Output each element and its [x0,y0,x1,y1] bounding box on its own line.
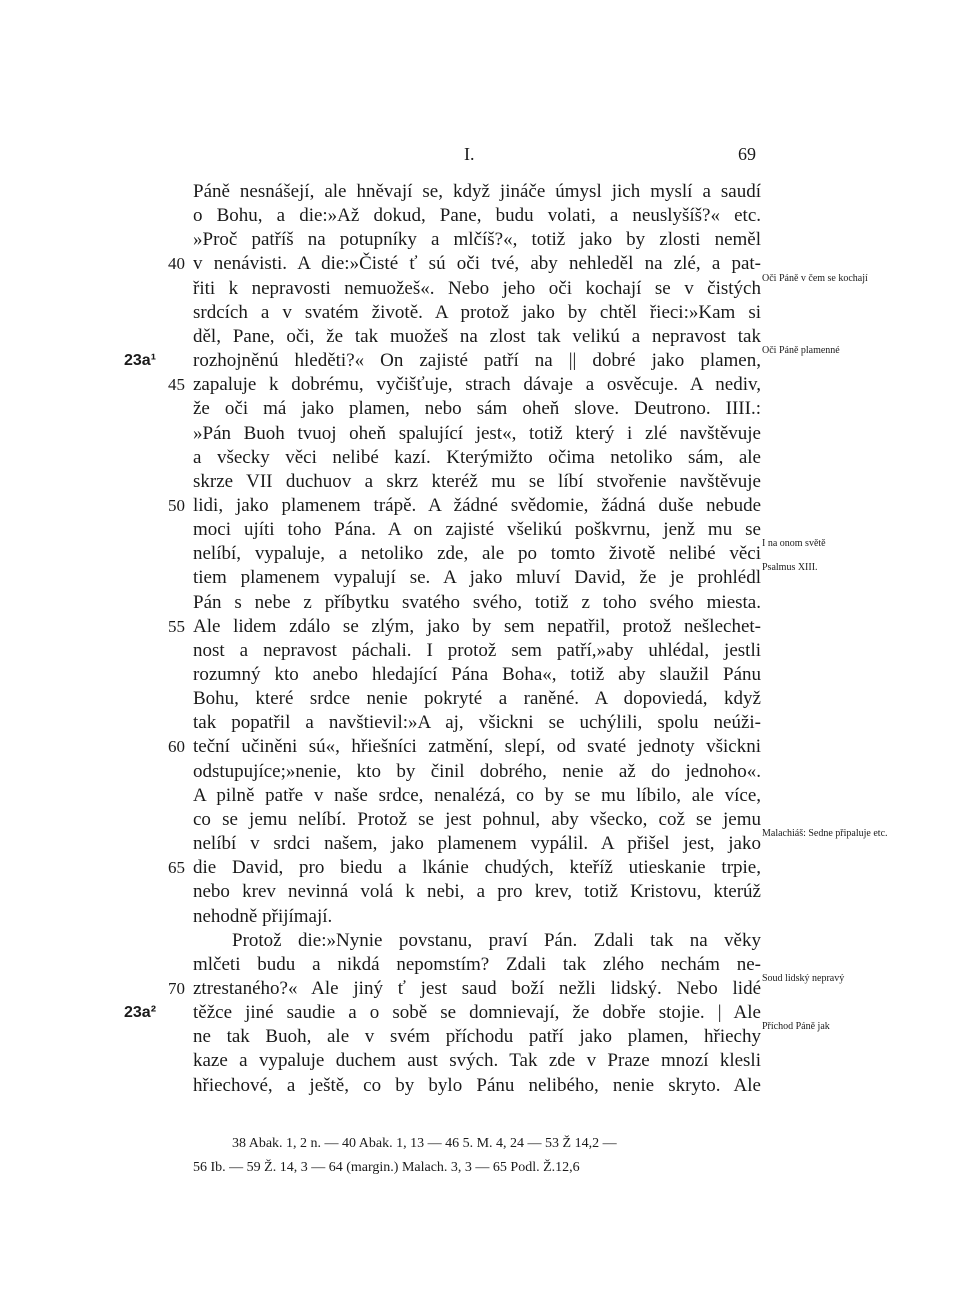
line-text: těžce jiné saudie a o sobě se domnievají, že dobře stojie. | Ale [193,1002,761,1024]
line-text: děl, Pane, oči, že tak muožeš na zlost tak velikú a nepravost tak [193,325,761,347]
line-text: řiti k nepravosti nemuožeš«. Nebo jeho oči kochají se v čistých [193,277,761,299]
line-text: »Proč patříš na potupníky a mlčíš?«, totiž jako by zlosti neměl [193,229,761,251]
line-number: 60 [168,737,185,757]
line-text: o Bohu, a die:»Až dokud, Pane, budu volati, a neuslyšíš?« etc. [193,205,761,227]
line-text: Pán s nebe z příbytku svatého svého, totiž z toho svého miesta. [193,591,761,613]
text-line [0,905,960,929]
text-line [0,180,960,204]
line-text: Ale lidem zdálo se zlým, jako by sem nepatřil, protož nešlechet- [193,615,761,637]
line-text: skrze VII duchuov a skrz kteréž mu se líbí stvořenie navštěvuje [193,470,761,492]
line-text: srdcích a v svatém životě. A protož jako by chtěl řieci:»Kam si [193,301,761,323]
line-text: lidi, jako plamenem trápě. A žádné svědomie, žádná duše nebude [193,494,761,516]
line-text: Bohu, které srdce nenie pokryté a raněné. A dopoviedá, když [193,688,761,710]
text-line [0,663,960,687]
line-text: kaze a vypaluje duchem aust svých. Tak zde v Praze mnozí klesli [193,1050,761,1072]
text-line [0,856,960,880]
text-line [0,272,960,301]
line-number: 70 [168,978,185,998]
text-line [0,422,960,446]
text-line [0,1074,960,1098]
line-text: A pilně patře v naše srdce, nenalézá, co by se mu líbilo, ale více, [193,784,761,806]
margin-note: Malachiáš: Sedne připaluje etc. [762,828,888,840]
text-line [0,562,960,590]
text-line [0,446,960,470]
line-text: nost a nepravost páchali. I protož sem patří,»aby uhlédal, jestli [193,639,761,661]
text-line [0,687,960,711]
text-line [0,828,960,856]
line-text: rozumný kto anebo hledající Pána Boha«, totiž aby slaužil Pánu [193,664,761,685]
line-number: 65 [168,858,185,878]
line-text: tak popatřil a navštievil:»A aj, všickni se uchýlili, spolu neúži- [193,712,761,734]
margin-note: Psalmus XIII. [762,562,818,574]
line-text: die David, pro biedu a lkánie chudých, kteříž utieskanie trpie, [193,857,761,879]
text-line [0,204,960,228]
line-text: a všecky věci nelibé kazí. Kterýmižto očima netoliko sám, ale [193,446,761,468]
text-line [0,1049,960,1073]
line-text: zapaluje k dobrému, vyčišťuje, strach dávaje a osvěcuje. A nediv, [193,374,761,396]
line-text: co se jemu nelíbí. Protož se jest pohnul, aby všecko, což se jemu [193,808,761,830]
line-text: Páně nesnášejí, ale hněvají se, když jináče úmysl jich myslí a saudí [193,181,761,202]
margin-note: Oči Páně plamenné [762,345,840,357]
folio-marker: 23a¹ [124,352,157,370]
line-text: nebo krev nevinná volá k nebi, a pro krev, totiž Kristovu, kterúž [193,881,761,903]
line-text: mlčeti budu a nikdá nepomstím? Zdali tak zlého nechám ne- [193,953,761,975]
text-line [0,1021,960,1049]
line-text: nelíbí, vypaluje, a netoliko zde, ale po tomto životě nelibé věci [193,543,761,565]
footnote-line-1: 38 Abak. 1, 2 n. — 40 Abak. 1, 13 — 46 5. M. 4, 24 — 53 Ž 14,2 — [232,1136,617,1151]
line-number: 55 [168,616,185,636]
text-line [0,494,960,518]
folio-marker: 23a² [124,1004,157,1022]
text-line [0,228,960,252]
text-line [0,639,960,663]
margin-note: Příchod Páně jak [762,1021,830,1033]
line-text: ztrestaného?« Ale jiný ť jest saud boží nežli lidský. Nebo lidé [193,977,761,999]
footnote-line-2: 56 Ib. — 59 Ž. 14, 3 — 64 (margin.) Malach. 3, 3 — 65 Podl. Ž.12,6 [193,1160,580,1175]
line-text: nelíbí v srdci našem, jako plamenem vypálil. A přišel jest, jako [193,833,761,855]
line-text: hřiechové, a ještě, co by bylo Pánu nelibého, nenie skryto. Ale [193,1074,761,1096]
line-text: moci ujíti toho Pána. A on zajisté všelikú poškvrnu, jenž mu se [193,519,761,541]
text-line [0,470,960,494]
line-text: tiem plamenem vypalují se. A jako mluví David, že je prohlédl [193,567,761,589]
text-line [0,784,960,808]
line-text: rozhojněnú hleděti?« On zajisté patří na || dobré jako plamen, [193,350,761,372]
line-text: teční učiněni sú«, hřiešníci zatmění, slepí, od svaté jednoty všickni [193,736,761,758]
text-line [0,301,960,325]
line-text: »Pán Buoh tvuoj oheň spalující jest«, totiž který i zlé navštěvuje [193,422,761,444]
line-text: Protož die:»Nynie povstanu, praví Pán. Zdali tak na věky [232,929,761,951]
text-line [0,880,960,904]
line-text: ne tak Buoh, ale v svém příchodu patří jako plamen, hřiechy [193,1026,761,1048]
line-text: odstupujíce;»nenie, kto by činil dobrého, nenie až do jednoho«. [193,760,761,782]
chapter-number: I. [464,144,475,164]
line-number: 40 [168,254,185,274]
margin-note: Oči Páně v čem se kochají [762,272,868,284]
text-line [0,591,960,615]
text-line [0,615,960,639]
line-text: nehodně přijímají. [193,905,333,927]
page-number: 69 [738,144,756,164]
text-line [0,397,960,421]
margin-note: Soud lidský nepravý [762,972,845,984]
text-line [0,735,960,759]
text-line [0,711,960,735]
line-number: 50 [168,495,185,515]
text-line [0,373,960,397]
line-text: v nenávisti. A die:»Čisté ť sú oči tvé, aby nehleděl na zlé, a pat- [193,253,761,275]
text-line [0,929,960,953]
margin-note: I na onom světě [762,538,826,550]
text-line [0,760,960,784]
line-text: že oči má jako plamen, nebo sám oheň slove. Deutrono. IIII.: [193,398,761,420]
text-line [0,345,960,373]
line-number: 45 [168,375,185,395]
text-line [0,972,960,1001]
